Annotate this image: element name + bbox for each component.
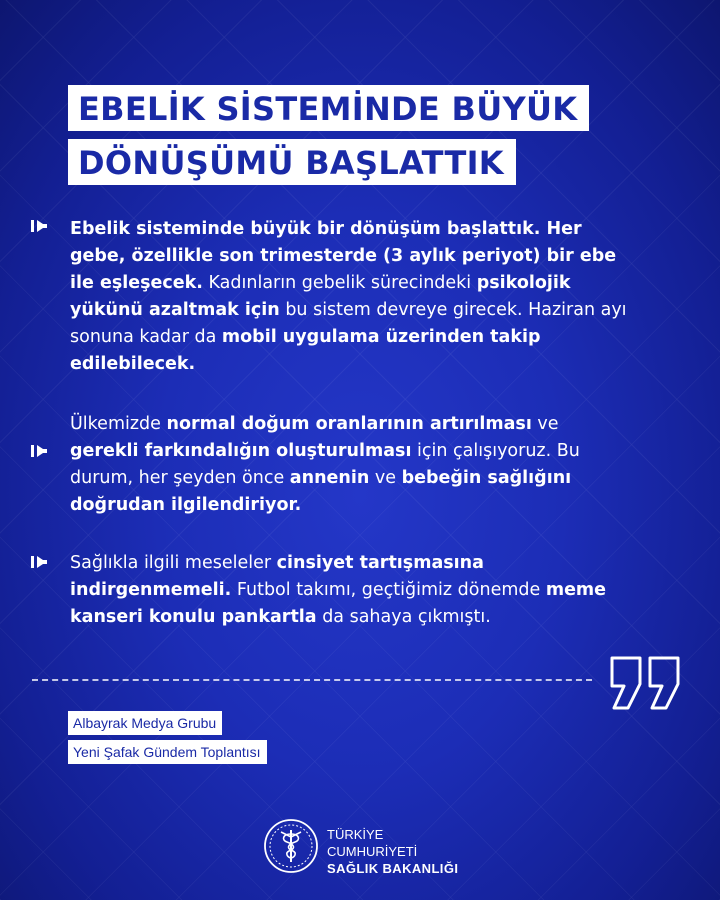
text-run: Ülkemizde — [70, 414, 167, 434]
dashed-divider — [32, 679, 592, 681]
logo-line-1: TÜRKİYE CUMHURİYETİ — [327, 827, 418, 859]
bold-text-run: meme kanseri konulu pankartla — [70, 580, 607, 627]
bold-text-run: psikolojik yükünü azaltmak için — [70, 273, 571, 320]
bold-text-run: cinsiyet tartışmasına indirgenmemeli. — [70, 553, 484, 600]
headline-line-2: DÖNÜŞÜMÜ BAŞLATTIK — [68, 139, 516, 185]
ministry-logo — [263, 818, 463, 874]
bullet-arrow-icon — [30, 443, 50, 459]
bullet-arrow-icon — [30, 218, 50, 234]
paragraph-2 — [70, 411, 630, 519]
bullet-arrow-icon — [30, 554, 50, 570]
source-name: Albayrak Medya Grubu — [68, 711, 222, 735]
paragraph-1 — [70, 216, 630, 378]
bold-text-run: annenin — [289, 468, 370, 488]
text-run: Kadınların gebelik sürecindeki — [202, 273, 477, 293]
text-run: Futbol takımı, geçtiğimiz dönemde — [231, 580, 546, 600]
headline-line-1: EBELİK SİSTEMİNDE BÜYÜK — [68, 85, 589, 131]
bold-text-run: bebeğin sağlığını doğrudan ilgilendiriyor. — [70, 468, 572, 515]
text-run: Sağlıkla ilgili meseleler — [70, 553, 277, 573]
headline — [68, 85, 589, 193]
text-run: ve — [369, 468, 402, 488]
bold-text-run: mobil uygulama üzerinden takip edilebilecek. — [70, 327, 541, 374]
ministry-logo-emblem — [263, 818, 319, 874]
quote-mark-icon — [606, 654, 686, 712]
bold-text-run: normal doğum oranlarının artırılması — [166, 414, 532, 434]
bold-text-run: Ebelik sisteminde büyük bir dönüşüm başlattık. Her gebe, özellikle son trimesterde (3 aylık periyot) bir ebe ile eşleşecek. — [70, 219, 617, 293]
text-run: da sahaya çıkmıştı. — [316, 607, 491, 627]
source-event: Yeni Şafak Gündem Toplantısı — [68, 740, 267, 764]
text-run: ve — [531, 414, 559, 434]
bold-text-run: gerekli farkındalığın oluşturulması — [70, 441, 412, 461]
text-run: bu sistem devreye girecek. Haziran ayı sonuna kadar da — [70, 300, 627, 347]
logo-line-2: SAĞLIK BAKANLIĞI — [327, 861, 459, 876]
paragraph-3 — [70, 550, 630, 631]
text-run: için çalışıyoruz. Bu durum, her şeyden önce — [70, 441, 580, 488]
